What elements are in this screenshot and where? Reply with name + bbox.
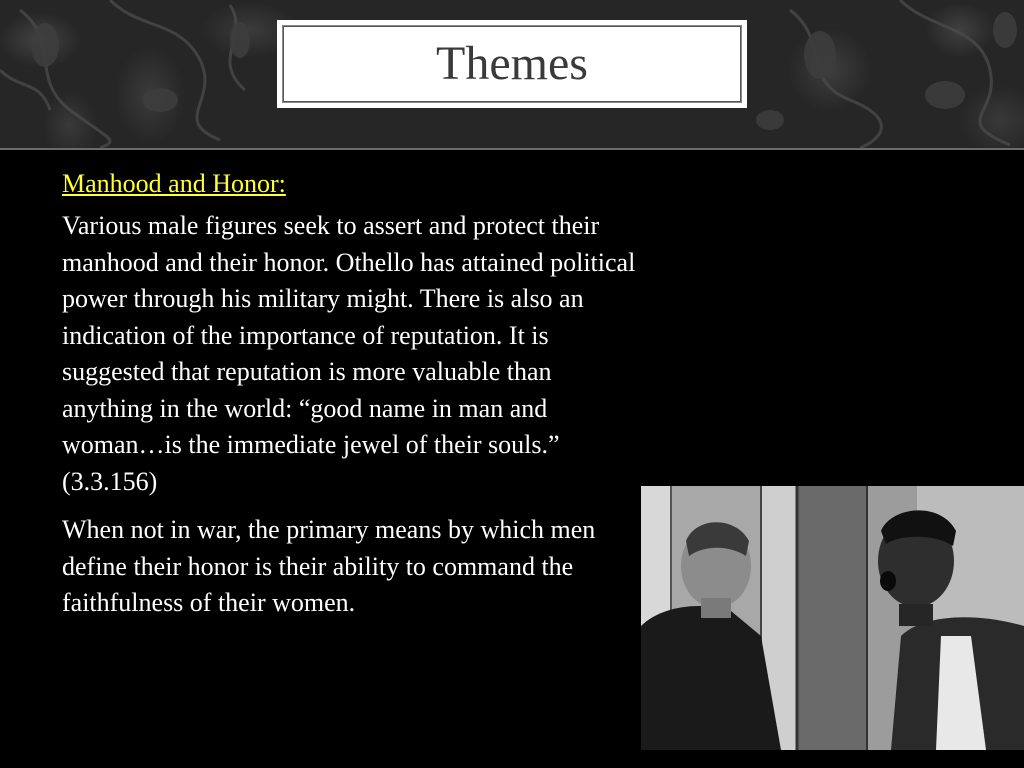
photo-two-men-confrontation [641,486,1024,750]
paragraph-1: Various male figures seek to assert and protect their manhood and their honor. Othello has attained political power through his military might. There is also an indication of the importance of reputation. It is suggested that reputation is more valuable than anything in the world: “good name in man and woman…is the immediate jewel of their souls.” (3.3.156) [62,211,636,496]
slide-title: Themes [436,37,588,90]
section-heading: Manhood and Honor: [62,169,286,198]
content-area [62,166,642,634]
title-box [277,20,747,108]
paragraph-2: When not in war, the primary means by which men define their honor is their ability to command the faithfulness of their women. [62,515,596,617]
header-divider [0,148,1024,150]
photo-illustration [641,486,1024,750]
